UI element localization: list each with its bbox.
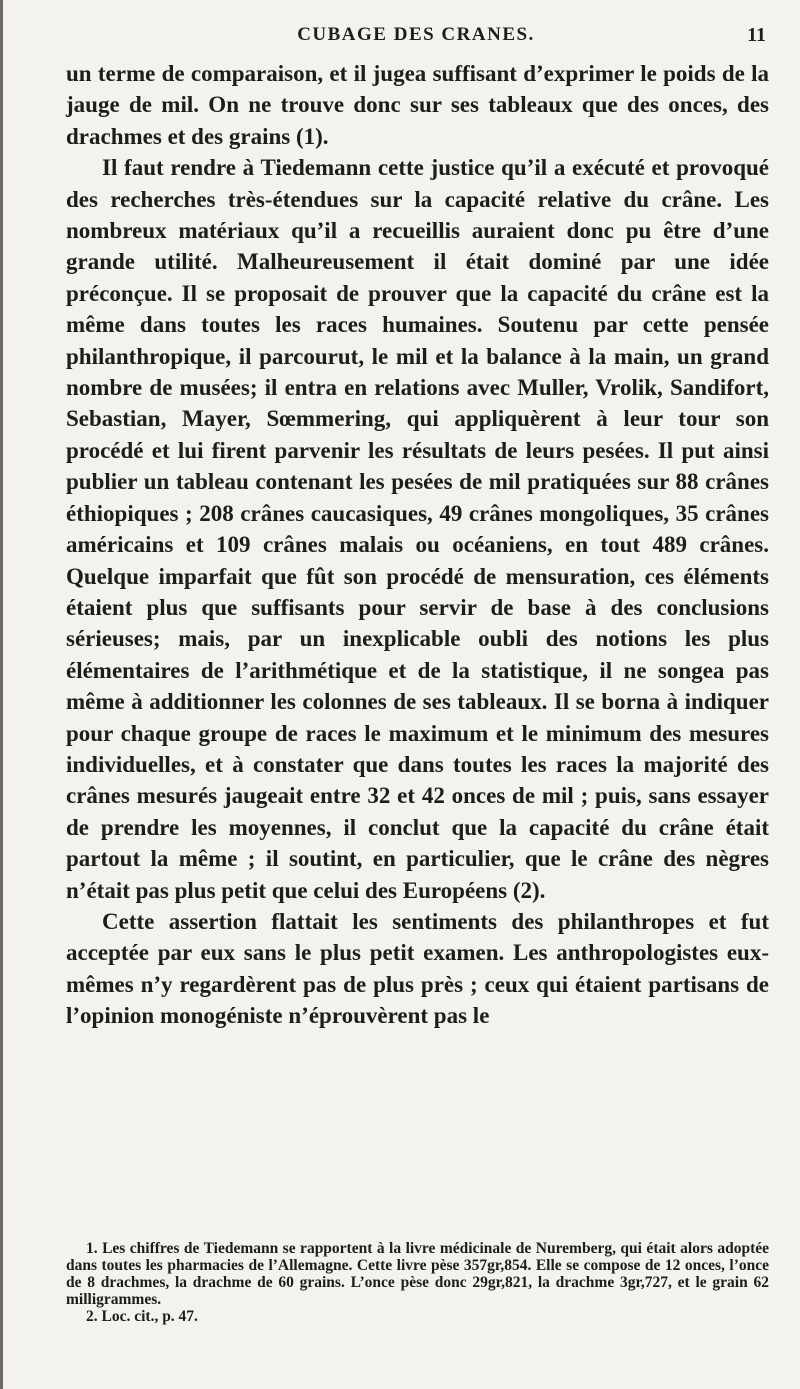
body-text xyxy=(66,58,769,1032)
footnote-2: 2. Loc. cit., p. 47. xyxy=(86,1308,198,1325)
paragraph-continuation: un terme de comparaison, et il jugea suffisant d’exprimer le poids de la jauge de mil. On ne trouve donc sur ses tableaux que des onces, des drachmes et des grains (1). xyxy=(66,61,769,149)
page-header xyxy=(66,24,766,50)
page-binding-edge xyxy=(0,0,3,1389)
paragraph-tiedemann: Il faut rendre à Tiedemann cette justice qu’il a exécuté et provoqué des recherches très-étendues sur la capacité relative du crâne. Les nombreux matériaux qu’il a recueillis auraient donc pu être d’une grande utilité. Malheureusement il était dominé par une idée préconçue. Il se proposait de prouver que la capacité du crâne est la même dans toutes les races humaines. Soutenu par cette pensée philanthropique, il parcourut, le mil et la balance à la main, un grand nombre de musées; il entra en relations avec Muller, Vrolik, Sandifort, Sebastian, Mayer, Sœmmering, qui appliquèrent à leur tour son procédé et lui firent parvenir les résultats de leurs pesées. Il put ainsi publier un tableau contenant les pesées de mil pratiquées sur 88 crânes éthiopiques ; 208 crânes caucasiques, 49 crânes mongoliques, 35 crânes américains et 109 crânes malais ou océaniens, en tout 489 crânes. Quelque imparfait que fût son procédé de mensuration, ces éléments étaient plus que suffisants pour servir de base à des conclusions sérieuses; mais, par un inexplicable oubli des notions les plus élémentaires de l’arithmétique et de la statistique, il ne songea pas même à additionner les colonnes de ses tableaux. Il se borna à indiquer pour chaque groupe de races le maximum et le minimum des mesures individuelles, et à constater que dans toutes les races la majorité des crânes mesurés jaugeait entre 32 et 42 onces de mil ; puis, sans essayer de prendre les moyennes, il conclut que la capacité du crâne était partout la même ; il soutint, en particulier, que le crâne des nègres n’était pas plus petit que celui des Européens (2). xyxy=(66,155,769,903)
footnote-1: 1. Les chiffres de Tiedemann se rapportent à la livre médicinale de Nuremberg, qui était alors adoptée dans toutes les pharmacies de l’Allemagne. Cette livre pèse 357gr,854. Elle se compose de 12 onces, l’once de 8 drachmes, la drachme de 60 grains. L’once pèse donc 29gr,821, la drachme 3gr,727, et le grain 62 milligrammes. xyxy=(66,1240,769,1308)
footnotes xyxy=(66,1240,769,1325)
paragraph-assertion: Cette assertion flattait les sentiments des philanthropes et fut acceptée par eux sans le plus petit examen. Les anthropologistes eux-mêmes n’y regardèrent pas de plus près ; ceux qui étaient partisans de l’opinion monogéniste n’éprouvèrent pas le xyxy=(66,908,769,1029)
page-number: 11 xyxy=(747,24,766,46)
running-title: CUBAGE DES CRANES. xyxy=(297,24,535,45)
